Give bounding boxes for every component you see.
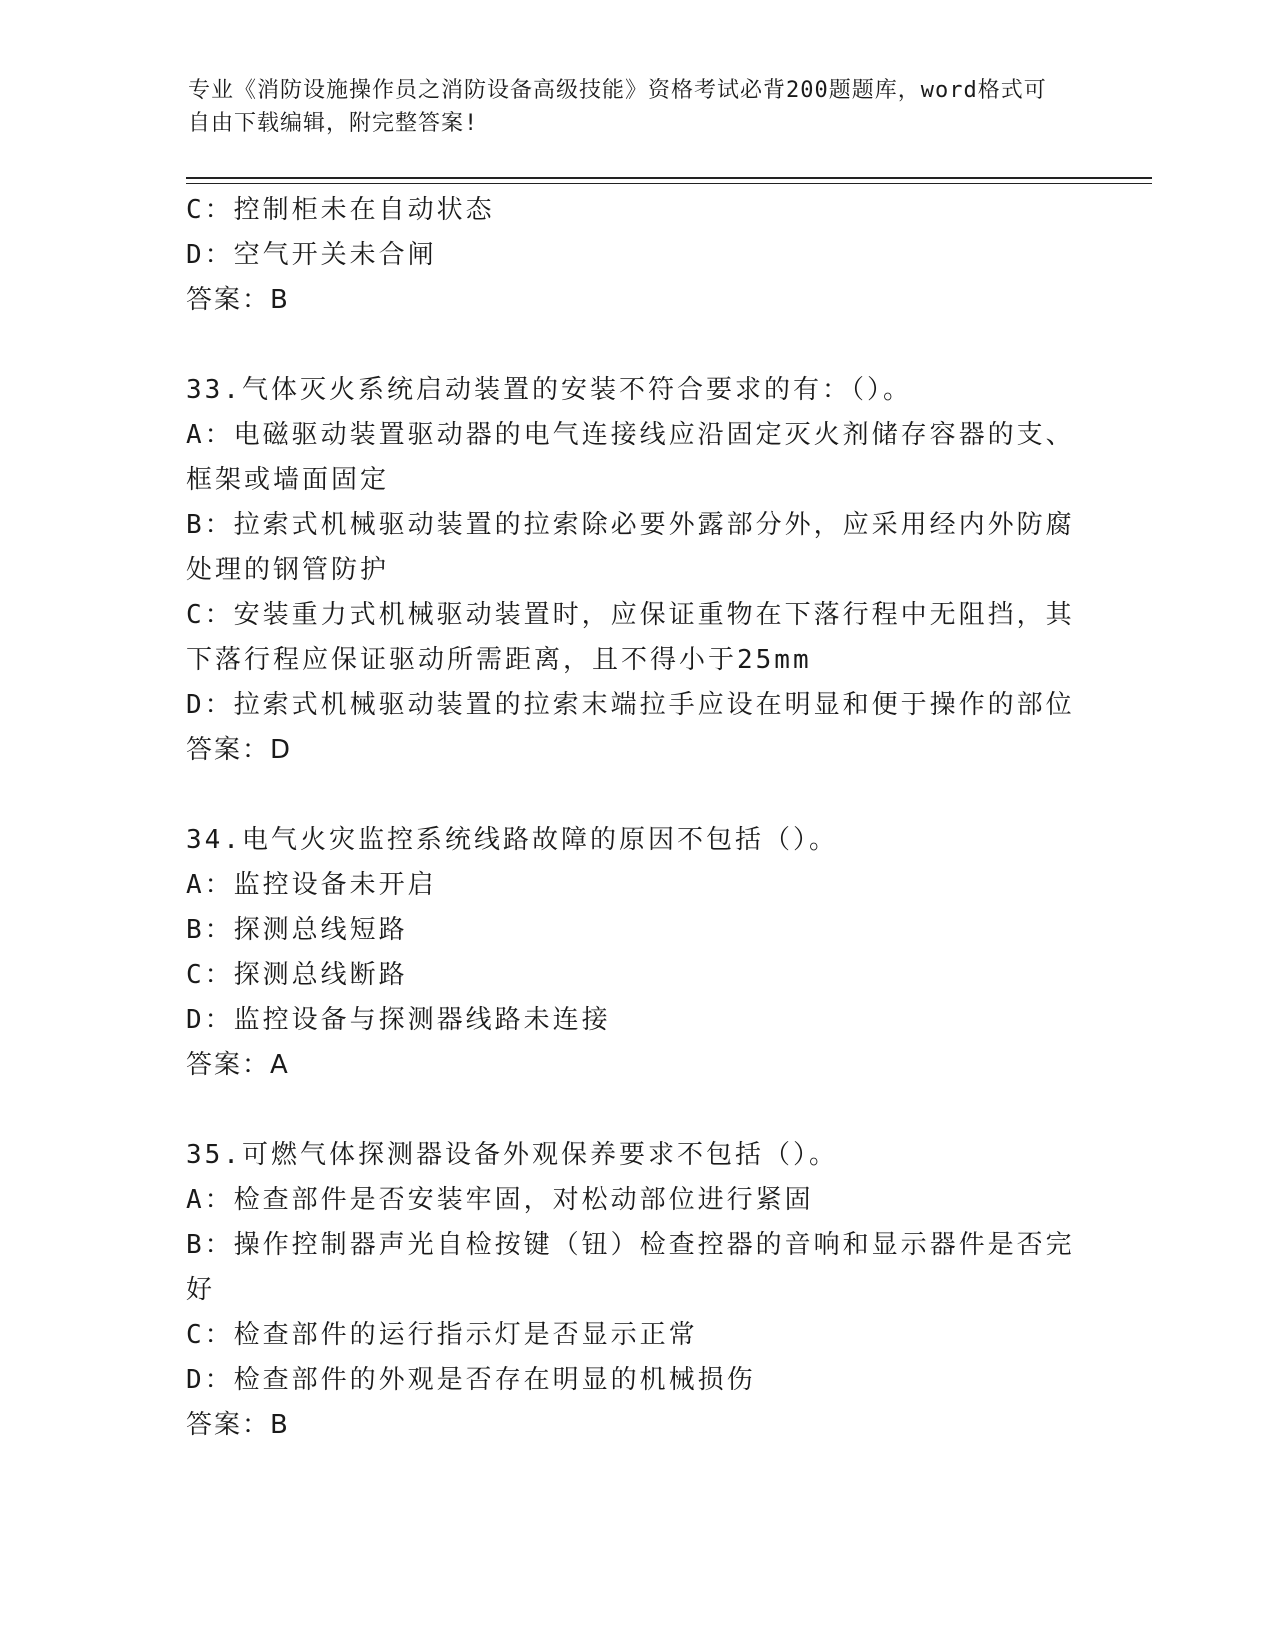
page-header: 专业《消防设施操作员之消防设备高级技能》资格考试必背200题题库，word格式可自由下载编辑，附完整答案! (188, 78, 1047, 136)
option-b: B：探测总线短路 (186, 915, 408, 945)
option-a: A：检查部件是否安装牢固，对松动部位进行紧固 (186, 1185, 814, 1215)
question-stem: 34.电气火灾监控系统线路故障的原因不包括（）。 (186, 825, 838, 855)
option-c: C：探测总线断路 (186, 960, 408, 990)
header-divider-thin (186, 183, 1152, 184)
option-d: D：拉索式机械驱动装置的拉索末端拉手应设在明显和便于操作的部位 (186, 690, 1075, 720)
spacer (186, 773, 1086, 818)
option-c: C：安装重力式机械驱动装置时，应保证重物在下落行程中无阻挡，其下落行程应保证驱动所需距离，且不得小于25mm (186, 600, 1075, 675)
carryover-block (186, 188, 1086, 323)
answer-line: 答案：B (186, 285, 290, 315)
question-stem: 33.气体灭火系统启动装置的安装不符合要求的有：（）。 (186, 375, 912, 405)
spacer (186, 323, 1086, 368)
option-b: B：操作控制器声光自检按键（钮）检查控器的音响和显示器件是否完好 (186, 1230, 1075, 1305)
question-35 (186, 1133, 1086, 1448)
option-b: B：拉索式机械驱动装置的拉索除必要外露部分外，应采用经内外防腐处理的钢管防护 (186, 510, 1075, 585)
option-d: D：空气开关未合闸 (186, 240, 437, 270)
answer-line: 答案：A (186, 1050, 290, 1080)
question-34 (186, 818, 1086, 1088)
answer-line: 答案：D (186, 735, 293, 765)
question-stem: 35.可燃气体探测器设备外观保养要求不包括（）。 (186, 1140, 838, 1170)
spacer (186, 1088, 1086, 1133)
header-divider-thick (186, 177, 1152, 179)
question-content (186, 188, 1086, 1448)
option-d: D：检查部件的外观是否存在明显的机械损伤 (186, 1365, 756, 1395)
question-33 (186, 368, 1086, 773)
option-a: A：电磁驱动装置驱动器的电气连接线应沿固定灭火剂储存容器的支、框架或墙面固定 (186, 420, 1075, 495)
option-d: D：监控设备与探测器线路未连接 (186, 1005, 611, 1035)
answer-line: 答案：B (186, 1410, 290, 1440)
option-c: C：控制柜未在自动状态 (186, 195, 495, 225)
option-c: C：检查部件的运行指示灯是否显示正常 (186, 1320, 698, 1350)
option-a: A：监控设备未开启 (186, 870, 437, 900)
